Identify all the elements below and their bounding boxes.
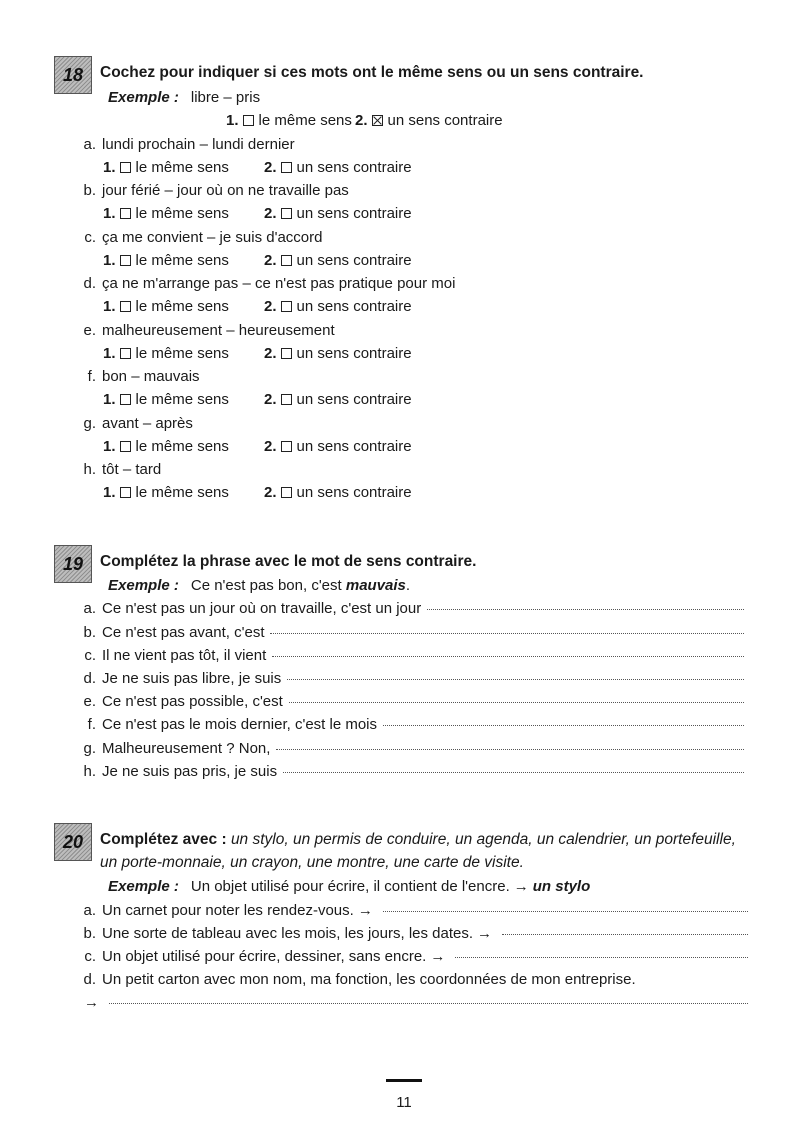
list-item: d. Un petit carton avec mon nom, ma fonction, les coordonnées de mon entreprise. — [83, 971, 636, 988]
fill-in-item: a. Un carnet pour noter les rendez-vous. → — [76, 902, 748, 919]
fill-in-item: h. Je ne suis pas pris, je suis — [76, 763, 744, 780]
checkbox-icon[interactable] — [281, 441, 292, 452]
option-opposite-meaning[interactable]: 2. un sens contraire — [264, 438, 412, 455]
example-label: Exemple : — [108, 878, 179, 895]
checkbox-icon[interactable] — [281, 301, 292, 312]
example-text: libre – pris — [190, 89, 261, 106]
example-line — [108, 878, 590, 895]
checkbox-icon[interactable] — [120, 441, 131, 452]
answer-blank[interactable] — [502, 933, 748, 935]
option-opposite-meaning[interactable]: 2. un sens contraire — [264, 298, 412, 315]
answer-blank[interactable] — [427, 608, 744, 610]
answer-blank[interactable] — [109, 1002, 748, 1004]
checked-checkbox-icon — [372, 115, 383, 126]
option-opposite-meaning[interactable]: 2. un sens contraire — [264, 484, 412, 501]
option-opposite-meaning[interactable]: 2. un sens contraire — [264, 252, 412, 269]
arrow-right-icon: → — [84, 994, 99, 1011]
exercise-number-badge: 19 — [54, 545, 92, 583]
example-line — [108, 89, 260, 106]
list-item: c. ça me convient – je suis d'accord — [84, 229, 323, 246]
fill-in-item: d. Je ne suis pas libre, je suis — [76, 670, 744, 687]
arrow-right-icon: → — [357, 902, 373, 919]
example-label: Exemple : — [108, 89, 179, 106]
answer-blank[interactable] — [287, 678, 744, 680]
example-answer: mauvais — [345, 577, 406, 594]
checkbox-icon[interactable] — [281, 255, 292, 266]
example-option-1: 1. le même sens — [226, 112, 352, 129]
checkbox-icon[interactable] — [120, 208, 131, 219]
exercise-instruction: Cochez pour indiquer si ces mots ont le même sens ou un sens contraire. — [100, 64, 644, 81]
list-item: g. avant – après — [83, 415, 193, 432]
checkbox-icon[interactable] — [281, 487, 292, 498]
answer-blank[interactable] — [270, 632, 744, 634]
answer-blank[interactable] — [455, 956, 748, 958]
exercise-number-badge: 20 — [54, 823, 92, 861]
checkbox-icon[interactable] — [120, 162, 131, 173]
list-item: f. bon – mauvais — [87, 368, 200, 385]
option-same-meaning[interactable]: 1. le même sens — [103, 205, 229, 222]
checkbox-icon[interactable] — [120, 394, 131, 405]
arrow-right-icon: → — [513, 878, 529, 895]
fill-in-item: c. Il ne vient pas tôt, il vient — [76, 647, 744, 664]
exercise-instruction: Complétez avec : un stylo, un permis de conduire, un agenda, un calendrier, un portefeuille, — [100, 831, 736, 848]
list-item: h. tôt – tard — [83, 461, 162, 478]
checkbox-icon[interactable] — [120, 487, 131, 498]
option-opposite-meaning[interactable]: 2. un sens contraire — [264, 345, 412, 362]
list-item: b. jour férié – jour où on ne travaille pas — [83, 182, 349, 199]
arrow-right-icon: → — [430, 948, 446, 965]
example-label: Exemple : — [108, 577, 179, 594]
fill-in-item: f. Ce n'est pas le mois dernier, c'est le mois — [76, 716, 744, 733]
checkbox-icon[interactable] — [120, 255, 131, 266]
checkbox-icon[interactable] — [120, 348, 131, 359]
list-item: e. malheureusement – heureusement — [83, 322, 335, 339]
word-list-line-1: un stylo, un permis de conduire, un agenda, un calendrier, un portefeuille, — [230, 831, 736, 848]
checkbox-icon[interactable] — [281, 162, 292, 173]
checkbox-icon[interactable] — [281, 208, 292, 219]
page-number-rule — [386, 1079, 422, 1082]
word-list-line-2: un porte-monnaie, un crayon, une montre, une carte de visite. — [100, 854, 524, 871]
option-same-meaning[interactable]: 1. le même sens — [103, 252, 229, 269]
answer-blank[interactable] — [383, 724, 744, 726]
option-opposite-meaning[interactable]: 2. un sens contraire — [264, 205, 412, 222]
example-text: Ce n'est pas bon, c'est — [190, 577, 346, 594]
exercise-instruction: Complétez la phrase avec le mot de sens contraire. — [100, 553, 477, 570]
checkbox-icon — [243, 115, 254, 126]
example-option-2: 2. un sens contraire — [355, 112, 503, 129]
option-same-meaning[interactable]: 1. le même sens — [103, 484, 229, 501]
answer-blank[interactable] — [276, 748, 744, 750]
option-opposite-meaning[interactable]: 2. un sens contraire — [264, 159, 412, 176]
example-line: Exemple : Ce n'est pas bon, c'est mauvais. — [108, 577, 411, 594]
fill-in-item: b. Une sorte de tableau avec les mois, les jours, les dates. → — [76, 925, 748, 942]
fill-in-item: c. Un objet utilisé pour écrire, dessiner, sans encre. → — [76, 948, 748, 965]
answer-blank[interactable] — [283, 771, 744, 773]
checkbox-icon[interactable] — [281, 348, 292, 359]
fill-in-item: a. Ce n'est pas un jour où on travaille, c'est un jour — [76, 600, 744, 617]
answer-blank[interactable] — [272, 655, 744, 657]
option-same-meaning[interactable]: 1. le même sens — [103, 159, 229, 176]
list-item: a. lundi prochain – lundi dernier — [83, 136, 295, 153]
answer-blank[interactable] — [289, 701, 744, 703]
option-same-meaning[interactable]: 1. le même sens — [103, 298, 229, 315]
option-same-meaning[interactable]: 1. le même sens — [103, 345, 229, 362]
page-number: 11 — [396, 1094, 412, 1111]
answer-blank[interactable] — [383, 910, 748, 912]
option-same-meaning[interactable]: 1. le même sens — [103, 438, 229, 455]
example-text: Un objet utilisé pour écrire, il contient de l'encre. — [190, 878, 510, 895]
example-answer: un stylo — [532, 878, 591, 895]
fill-in-item: e. Ce n'est pas possible, c'est — [76, 693, 744, 710]
option-opposite-meaning[interactable]: 2. un sens contraire — [264, 391, 412, 408]
fill-in-item: g. Malheureusement ? Non, — [76, 740, 744, 757]
fill-in-item — [84, 994, 748, 1011]
checkbox-icon[interactable] — [120, 301, 131, 312]
list-item: d. ça ne m'arrange pas – ce n'est pas pratique pour moi — [83, 275, 456, 292]
option-same-meaning[interactable]: 1. le même sens — [103, 391, 229, 408]
arrow-right-icon: → — [477, 925, 493, 942]
exercise-number-badge: 18 — [54, 56, 92, 94]
fill-in-item: b. Ce n'est pas avant, c'est — [76, 624, 744, 641]
checkbox-icon[interactable] — [281, 394, 292, 405]
